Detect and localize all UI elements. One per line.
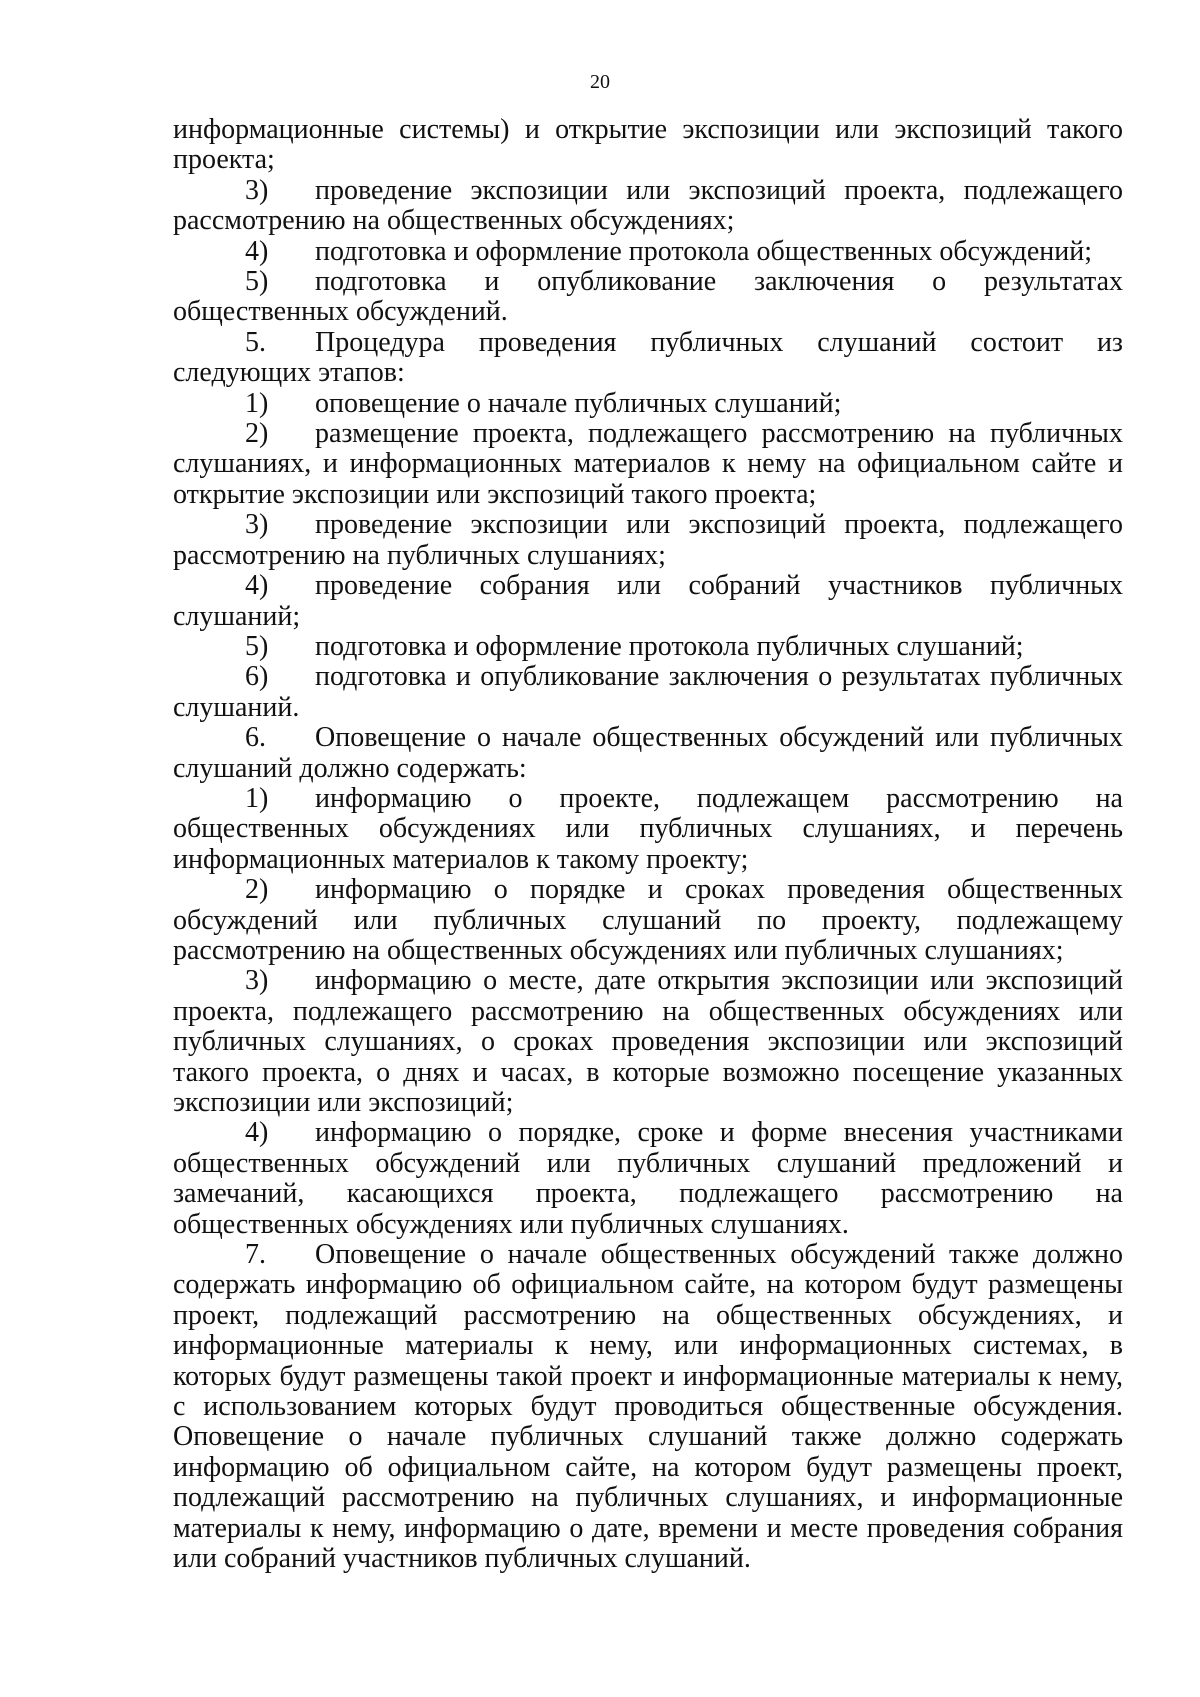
paragraph-text: информацию о порядке и сроках проведения общественных обсуждений или публичных слушаний по проекту, подлежащему рассмотрению на общественных обсуждениях или публичных слушаниях; [173, 874, 1123, 966]
paragraph [173, 1240, 1123, 1574]
paragraph [173, 176, 1123, 237]
paragraph-text: информацию о проекте, подлежащем рассмотрению на общественных обсуждениях или публичных слушаниях, и перечень информационных материалов к такому проекту; [173, 782, 1123, 875]
paragraph-text: информацию о порядке, сроке и форме внесения участниками общественных обсуждений или публичных слушаний предложений и замечаний, касающихся проекта, подлежащего рассмотрению на общественных обсуждениях или публичных слушаниях. [173, 1117, 1123, 1240]
paragraph-text: подготовка и оформление протокола общественных обсуждений; [315, 235, 1092, 267]
paragraph-number: 1) [245, 387, 269, 419]
paragraph [173, 389, 1123, 419]
paragraph-number: 6. [245, 722, 266, 754]
paragraph-number: 6) [245, 661, 269, 693]
paragraph [173, 632, 1123, 662]
paragraph [173, 1118, 1123, 1240]
paragraph-text: информацию о месте, дате открытия экспозиции или экспозиций проекта, подлежащего рассмотрению на общественных обсуждениях или публичных слушаниях, о сроках проведения экспозиции или экспозиций такого проекта, о днях и часах, в которые возможно посещение указанных экспозиции или экспозиций; [173, 965, 1123, 1118]
paragraph-text: проведение экспозиции или экспозиций проекта, подлежащего рассмотрению на общественных обсуждениях; [173, 174, 1123, 237]
paragraph-text: подготовка и оформление протокола публичных слушаний; [315, 630, 1024, 662]
paragraph-text: размещение проекта, подлежащего рассмотрению на публичных слушаниях, и информационных материалов к нему на официальном сайте и открытие экспозиции или экспозиций такого проекта; [173, 418, 1123, 510]
paragraph-number: 4) [245, 235, 269, 267]
paragraph-number: 4) [245, 1117, 269, 1149]
paragraph [173, 875, 1123, 966]
paragraph-number: 2) [245, 874, 269, 906]
paragraph [173, 419, 1123, 510]
paragraph-number: 4) [245, 570, 269, 602]
paragraph-number: 3) [245, 509, 269, 541]
paragraph-number: 3) [245, 174, 269, 206]
paragraph [173, 662, 1123, 723]
paragraph-number: 3) [245, 965, 269, 997]
paragraph-text: проведение экспозиции или экспозиций проекта, подлежащего рассмотрению на публичных слушаниях; [173, 509, 1123, 571]
paragraph-text: информационные системы) и открытие экспозиции или экспозиций такого проекта; [173, 114, 1123, 176]
paragraph-text: подготовка и опубликование заключения о результатах публичных слушаний. [173, 661, 1123, 723]
paragraph-number: 5) [245, 266, 269, 298]
paragraph [173, 267, 1123, 328]
paragraph [173, 784, 1123, 875]
paragraph [173, 115, 1123, 176]
paragraph-number: 5. [245, 326, 266, 358]
paragraph [173, 966, 1123, 1118]
paragraph-text: Оповещение о начале общественных обсуждений также должно содержать информацию об официальном сайте, на котором будут размещены проект, подлежащий рассмотрению на общественных обсуждениях, и информационные материалы к нему, или информационных системах, в которых будут размещены такой проект и информационные материалы к нему, с использованием которых будут проводиться общественные обсуждения. Оповещение о начале публичных слушаний также должно содержать информацию об официальном сайте, на котором будут размещены проект, подлежащий рассмотрению на публичных слушаниях, и информационные материалы к нему, информацию о дате, времени и месте проведения собрания или собраний участников публичных слушаний. [173, 1239, 1123, 1575]
paragraph-number: 7. [245, 1239, 266, 1271]
paragraph [173, 571, 1123, 632]
paragraph [173, 237, 1123, 267]
paragraph-text: Оповещение о начале общественных обсуждений или публичных слушаний должно содержать: [173, 722, 1123, 784]
paragraph-text: проведение собрания или собраний участников публичных слушаний; [173, 570, 1123, 632]
paragraph [173, 328, 1123, 389]
page-number: 20 [590, 71, 610, 93]
paragraph [173, 723, 1123, 784]
paragraph-number: 5) [245, 630, 269, 662]
paragraph-number: 1) [245, 782, 269, 814]
paragraph-text: Процедура проведения публичных слушаний состоит из следующих этапов: [173, 326, 1123, 389]
paragraph-text: подготовка и опубликование заключения о результатах общественных обсуждений. [173, 266, 1123, 328]
paragraph-text: оповещение о начале публичных слушаний; [315, 387, 842, 419]
paragraph [173, 510, 1123, 571]
document-body [173, 115, 1123, 1575]
paragraph-number: 2) [245, 418, 269, 450]
